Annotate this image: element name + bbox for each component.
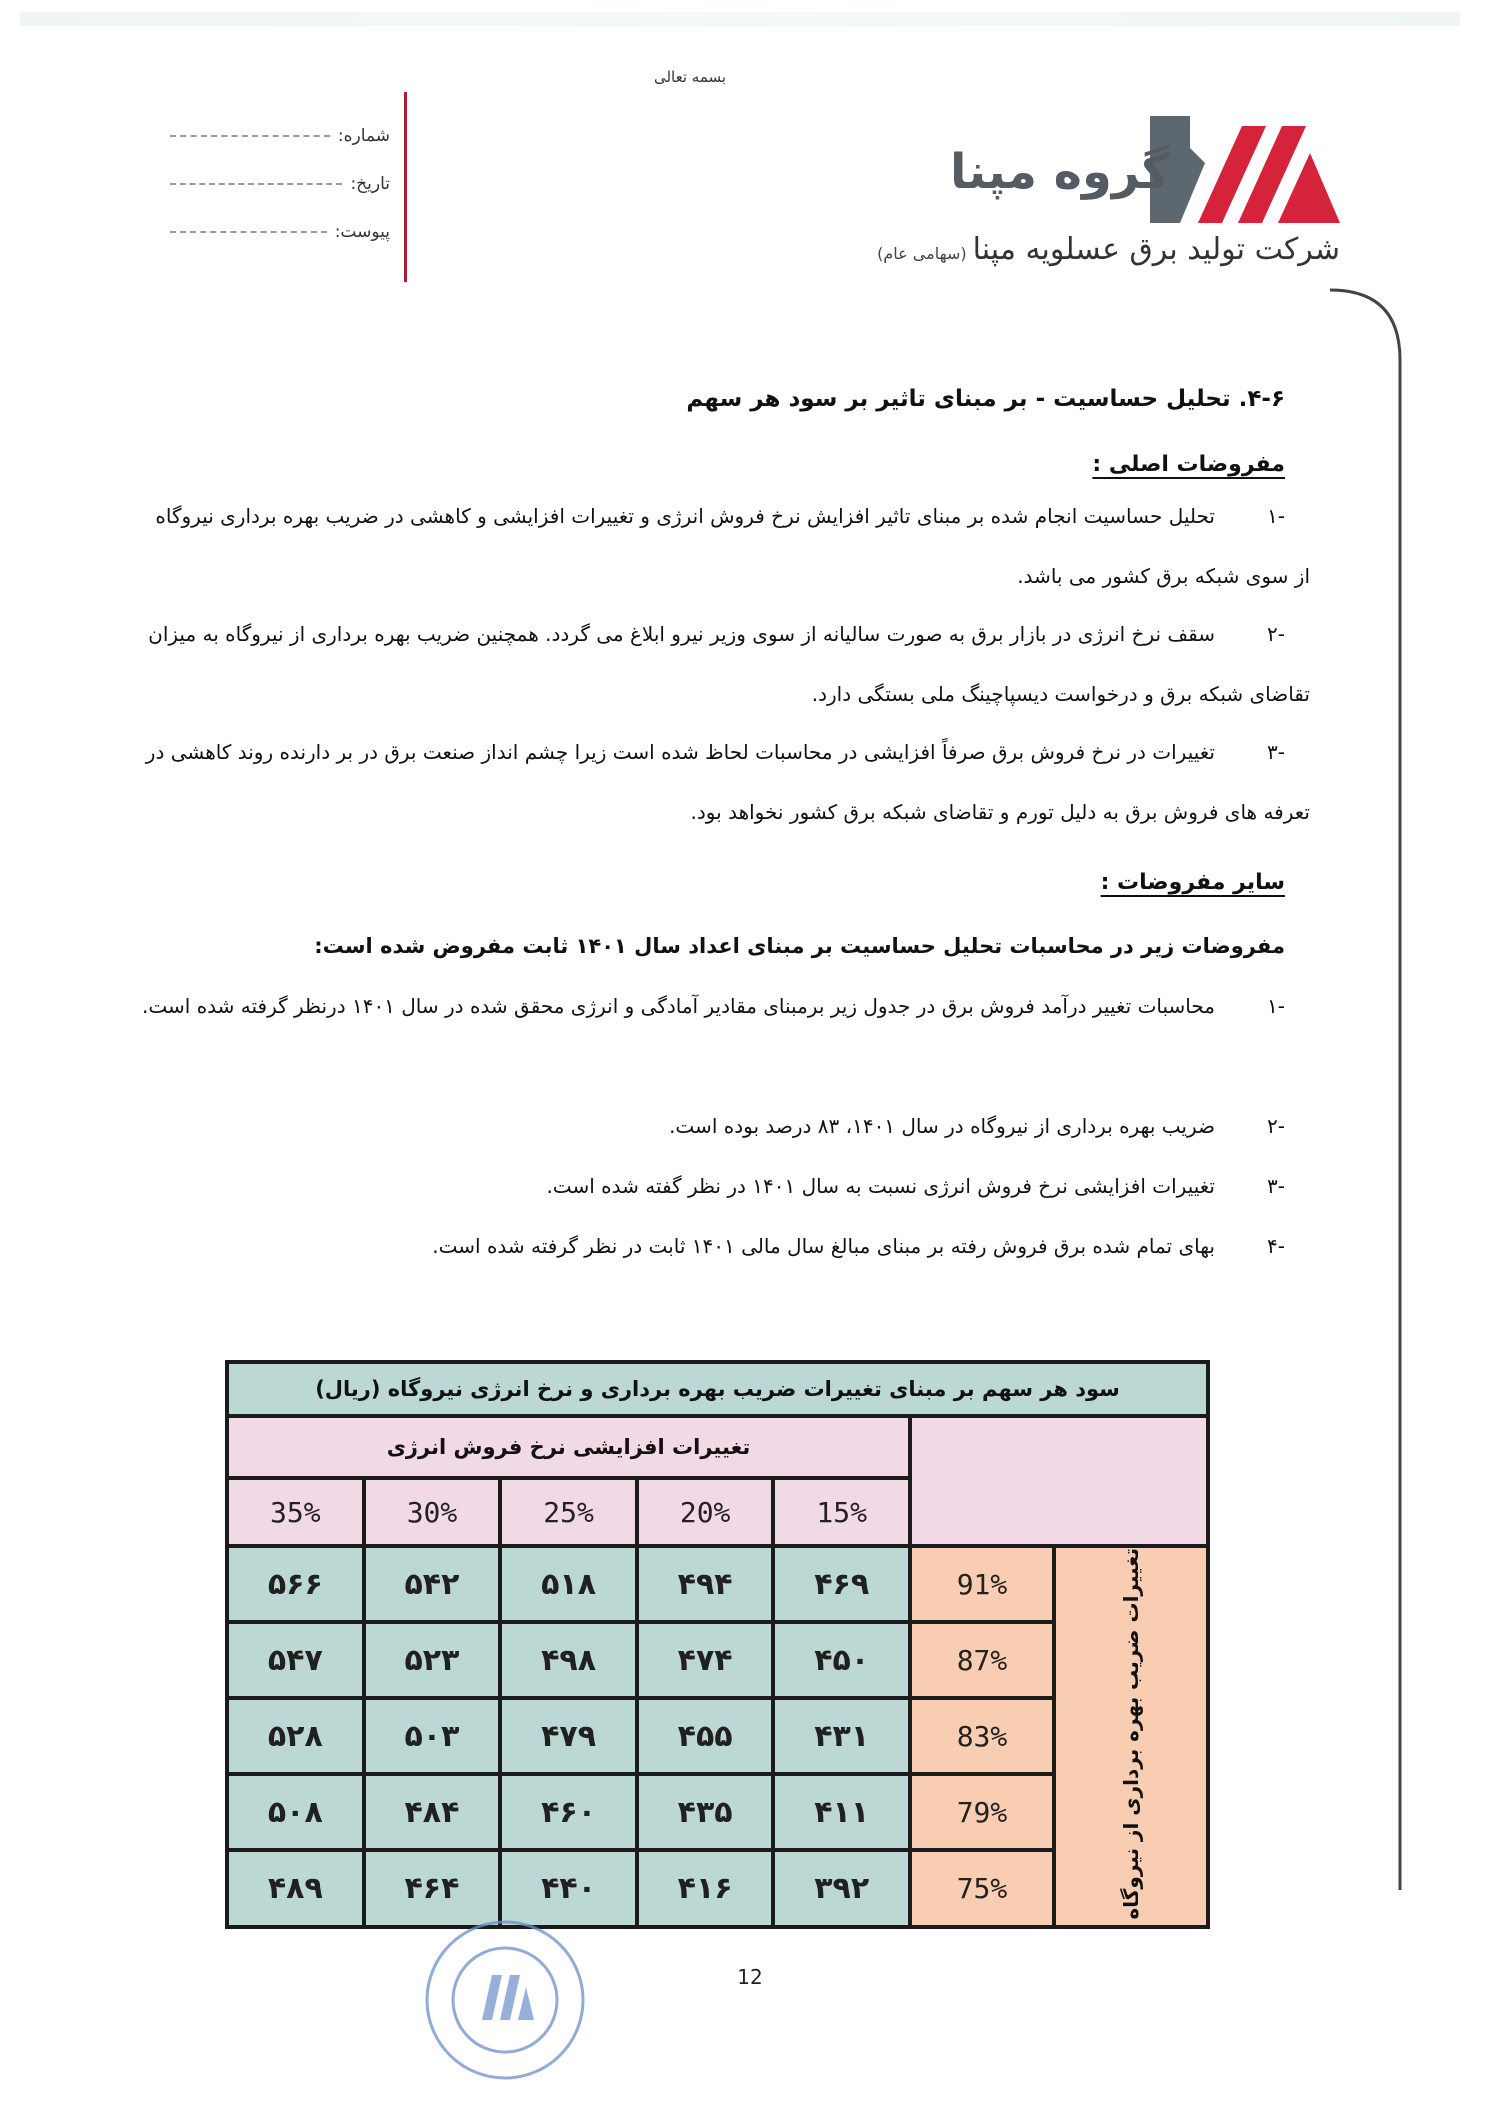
column-header: 15%	[773, 1478, 910, 1546]
item-number: -۴	[1267, 1234, 1285, 1258]
item-text: تغییرات در نرخ فروش برق صرفاً افزایشی در محاسبات لحاظ شده است زیرا چشم انداز صنعت برق در بر دارنده روند کاهشی در تعرفه های فروش برق به دلیل تورم و تقاضای شبکه برق کشور نخواهد بود.	[145, 740, 1310, 824]
table-row	[227, 1546, 1208, 1622]
table-cell: ۴۹۸	[500, 1622, 637, 1698]
top-decorative-strip	[20, 12, 1460, 26]
row-header: 83%	[910, 1698, 1054, 1774]
table-cell: ۴۴۰	[500, 1850, 637, 1926]
table-title: سود هر سهم بر مبنای تغییرات ضریب بهره برداری و نرخ انرژی نیروگاه (ریال)	[227, 1362, 1208, 1416]
table-cell: ۵۶۶	[227, 1546, 364, 1622]
table-cell: ۴۷۴	[637, 1622, 774, 1698]
page-number: 12	[737, 1965, 763, 1989]
column-group-header: تغییرات افزایشی نرخ فروش انرژی	[227, 1416, 910, 1478]
meta-attachment-row	[170, 208, 390, 256]
other-assumption-4	[140, 1216, 1310, 1276]
other-assumption-3	[140, 1156, 1310, 1216]
row-header: 79%	[910, 1774, 1054, 1850]
item-number: -۳	[1267, 1174, 1285, 1198]
sensitivity-table-wrapper	[225, 1360, 1210, 1929]
row-group-header	[1054, 1546, 1208, 1927]
company-name	[877, 232, 1340, 267]
item-text: ضریب بهره برداری از نیروگاه در سال ۱۴۰۱، ۸۳ درصد بوده است.	[669, 1114, 1215, 1138]
meta-attachment-line	[170, 231, 327, 233]
row-header: 91%	[910, 1546, 1054, 1622]
company-logo	[877, 108, 1340, 278]
meta-date-row	[170, 160, 390, 208]
table-cell: ۴۳۵	[637, 1774, 774, 1850]
table-cell: ۵۲۸	[227, 1698, 364, 1774]
table-cell: ۴۱۶	[637, 1850, 774, 1926]
table-cell: ۴۳۱	[773, 1698, 910, 1774]
section-heading: ۴-۶. تحلیل حساسیت - بر مبنای تاثیر بر سود هر سهم	[686, 386, 1285, 412]
main-assumption-1	[140, 486, 1310, 606]
other-assumptions-title: سایر مفروضات :	[1100, 870, 1285, 895]
table-cell: ۵۰۳	[364, 1698, 501, 1774]
table-cell: ۴۶۹	[773, 1546, 910, 1622]
table-cell: ۴۵۵	[637, 1698, 774, 1774]
table-cell: ۵۱۸	[500, 1546, 637, 1622]
table-cell: ۴۹۴	[637, 1546, 774, 1622]
company-name-text: شرکت تولید برق عسلویه مپنا	[972, 232, 1340, 267]
meta-number-line	[170, 135, 330, 137]
item-text: تحلیل حساسیت انجام شده بر مبنای تاثیر افزایش نرخ فروش انرژی و تغییرات افزایشی و کاهشی در ضریب بهره برداری نیروگاه از سوی شبکه برق کشور می باشد.	[155, 504, 1310, 588]
table-corner-cell	[910, 1416, 1208, 1546]
table-cell: ۴۱۱	[773, 1774, 910, 1850]
main-assumptions-title: مفروضات اصلی :	[1092, 452, 1285, 477]
company-type: (سهامی عام)	[877, 244, 967, 263]
logo-wordmark: گروه مپنا	[950, 144, 1170, 200]
other-assumption-2	[140, 1096, 1310, 1156]
letter-meta-fields	[170, 112, 390, 256]
table-cell: ۴۵۰	[773, 1622, 910, 1698]
item-number: -۱	[1267, 994, 1285, 1018]
item-number: -۲	[1267, 622, 1285, 646]
meta-date-line	[170, 183, 342, 185]
column-header: 35%	[227, 1478, 364, 1546]
item-text: محاسبات تغییر درآمد فروش برق در جدول زیر برمبنای مقادیر آمادگی و انرژی محقق شده در سال ۱۴۰۱ درنظر گرفته شده است.	[142, 994, 1215, 1018]
meta-number-label: شماره:	[337, 126, 390, 146]
main-assumption-3	[140, 722, 1310, 842]
row-group-label: تغییرات ضریب بهره برداری از نیروگاه	[1119, 1548, 1143, 1920]
table-cell: ۴۶۰	[500, 1774, 637, 1850]
table-cell: ۵۰۸	[227, 1774, 364, 1850]
meta-attachment-label: پیوست:	[334, 222, 390, 242]
item-number: -۱	[1267, 504, 1285, 528]
table-cell: ۴۶۴	[364, 1850, 501, 1926]
company-stamp-icon	[420, 1915, 590, 2085]
invocation-text: بسمه تعالی	[653, 68, 727, 86]
row-header: 75%	[910, 1850, 1054, 1926]
table-cell: ۴۸۴	[364, 1774, 501, 1850]
item-text: تغییرات افزایشی نرخ فروش انرژی نسبت به سال ۱۴۰۱ در نظر گفته شده است.	[546, 1174, 1215, 1198]
mapna-logo-mark-icon	[1150, 108, 1340, 228]
table-cell: ۳۹۲	[773, 1850, 910, 1926]
column-header: 30%	[364, 1478, 501, 1546]
meta-date-label: تاریخ:	[350, 174, 390, 194]
table-cell: ۵۴۷	[227, 1622, 364, 1698]
other-assumptions-lead: مفروضات زیر در محاسبات تحلیل حساسیت بر مبنای اعداد سال ۱۴۰۱ ثابت مفروض شده است:	[314, 934, 1285, 958]
table-cell: ۴۷۹	[500, 1698, 637, 1774]
table-cell: ۵۲۳	[364, 1622, 501, 1698]
sensitivity-table	[225, 1360, 1210, 1929]
table-cell: ۴۸۹	[227, 1850, 364, 1926]
table-cell: ۵۴۲	[364, 1546, 501, 1622]
meta-number-row	[170, 112, 390, 160]
header-separator	[404, 92, 407, 282]
column-header: 25%	[500, 1478, 637, 1546]
other-assumption-1	[140, 976, 1310, 1036]
item-text: سقف نرخ انرژی در بازار برق به صورت سالیانه از سوی وزیر نیرو ابلاغ می گردد. همچنین ضریب بهره برداری از نیروگاه به میزان تقاضای شبکه برق و درخواست دیسپاچینگ ملی بستگی دارد.	[148, 622, 1310, 706]
column-header: 20%	[637, 1478, 774, 1546]
item-number: -۳	[1267, 740, 1285, 764]
main-assumption-2	[140, 604, 1310, 724]
row-header: 87%	[910, 1622, 1054, 1698]
item-number: -۲	[1267, 1114, 1285, 1138]
item-text: بهای تمام شده برق فروش رفته بر مبنای مبالغ سال مالی ۱۴۰۱ ثابت در نظر گرفته شده است.	[432, 1234, 1215, 1258]
